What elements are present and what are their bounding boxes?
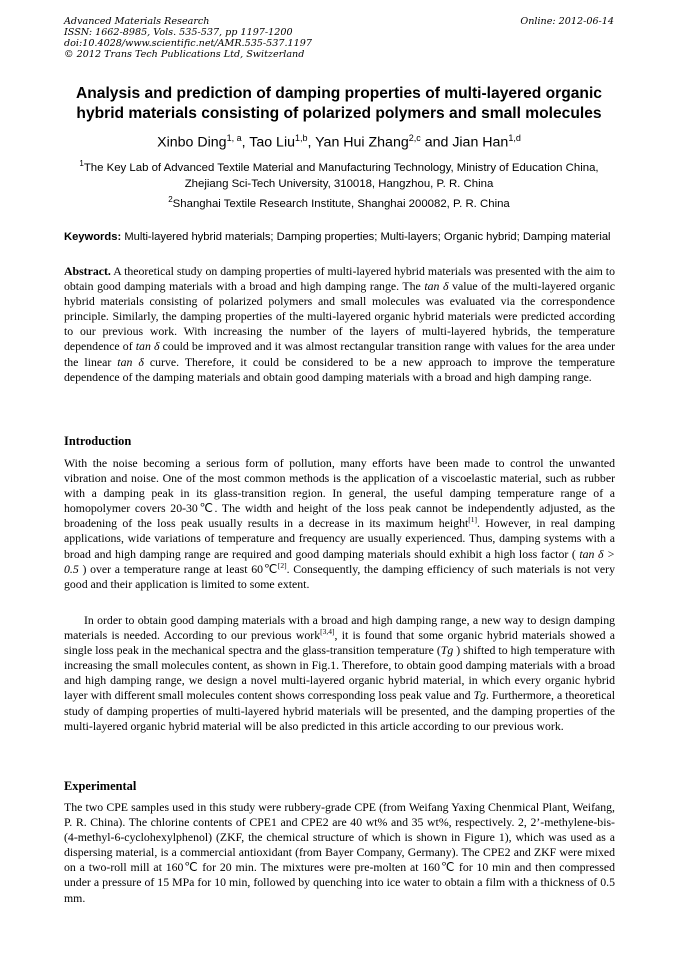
journal-name: Advanced Materials Research bbox=[64, 16, 210, 27]
math-tan-delta: tan δ bbox=[117, 354, 144, 369]
author-name: Yan Hui Zhang bbox=[315, 134, 409, 151]
abstract-label: Abstract. bbox=[64, 264, 111, 278]
paragraph-text: . Consequently, the damping efficiency of such materials is not very good and their application is limited to some extent. bbox=[64, 561, 615, 591]
affiliation-1 bbox=[60, 156, 618, 192]
paragraph-text: . Furthermore, a theoretical study of damping properties of multi-layered hybrid materials will be presented, and the damping properties of the multi-layered organic hybrid material will be also predicted in this article according to our previous work. bbox=[64, 688, 616, 733]
affiliation-text: The Key Lab of Advanced Textile Material and Manufacturing Technology, Ministry of Education China, Zhejiang Sci-Tech University, 310018, Hangzhou, P. R. China bbox=[83, 161, 599, 190]
author-affil-mark: 1,b bbox=[294, 133, 308, 143]
affiliation-text: Shanghai Textile Research Institute, Shanghai 200082, P. R. China bbox=[172, 197, 510, 210]
math-tan-delta: tan δ bbox=[424, 279, 449, 294]
abstract-text: could be improved and it was almost rectangular transition range with values for the area under the linear bbox=[64, 339, 616, 369]
author-affil-mark: 1, a bbox=[226, 133, 242, 143]
paragraph-text: ) shifted to high temperature with increasing the small molecules content, as shown in Fig.1. Therefore, to obtain good damping materials with a broad and high damping range, we design a novel multi-layered organic hybrid material, in which every organic hybrid layer with different small molecules content shows corresponding loss peak value and bbox=[64, 643, 616, 703]
citation-ref[interactable]: [2] bbox=[277, 560, 287, 570]
affiliation-2 bbox=[60, 192, 618, 212]
introduction-paragraph-2 bbox=[64, 613, 615, 734]
author-separator: , bbox=[241, 134, 250, 151]
author-name: Jian Han bbox=[452, 134, 509, 151]
abstract bbox=[64, 264, 615, 385]
paragraph-text: . However, in real damping applications, wide variations of temperature and frequency are usually experienced. Thus, damping systems with a broad and high damping range are required and good damping materials should exhibit a high loss factor ( bbox=[64, 516, 615, 561]
author-affil-mark: 2,c bbox=[408, 133, 421, 143]
math-tg: Tg bbox=[473, 688, 487, 703]
journal-header bbox=[64, 16, 484, 60]
paragraph-text: , it is found that some organic hybrid materials showed a single loss peak in the mechanical spectra and the glass-transition temperature ( bbox=[64, 628, 616, 658]
author-separator: and bbox=[420, 134, 453, 151]
affiliation-mark: 1 bbox=[79, 159, 84, 168]
section-heading-experimental: Experimental bbox=[64, 779, 137, 793]
keywords-text: Multi-layered hybrid materials; Damping properties; Multi-layers; Organic hybrid; Damping material bbox=[124, 231, 611, 243]
math-tg: Tg bbox=[440, 643, 454, 658]
author-list bbox=[60, 128, 618, 153]
keywords-label: Keywords: bbox=[64, 231, 122, 243]
author-separator: , bbox=[307, 134, 316, 151]
online-date: Online: 2012-06-14 bbox=[520, 16, 614, 27]
citation-ref[interactable]: [3,4] bbox=[320, 627, 335, 637]
author-name: Tao Liu bbox=[249, 134, 295, 151]
section-heading-introduction: Introduction bbox=[64, 434, 132, 448]
abstract-text: curve. Therefore, it could be considered to be a new approach to improve the temperature dependence of the damping materials and obtain good damping materials with a broad and high damping range. bbox=[64, 354, 616, 384]
abstract-text: value of the multi-layered organic hybrid materials consisting of polarized polymers and small molecules was evaluated via the correspondence principle. Similarly, the damping properties of the multi-layered organic hybrid materials were predicted according to our previous work. With increasing the number of the layers of multi-layered hybrids, the temperature dependence of bbox=[64, 279, 615, 354]
affiliation-mark: 2 bbox=[168, 195, 173, 204]
abstract-text: A theoretical study on damping properties of multi-layered hybrid materials was presented with the aim to obtain good damping materials with a broad and high damping range. The bbox=[64, 264, 615, 294]
journal-doi: doi:10.4028/www.scientific.net/AMR.535-537.1197 bbox=[64, 38, 312, 49]
paragraph-text: ) over a temperature range at least 60℃ bbox=[82, 561, 278, 576]
author-affil-mark: 1,d bbox=[508, 133, 521, 143]
paragraph-text: In order to obtain good damping materials with a broad and high damping range, a new way to design damping materials is needed. According to our previous work bbox=[64, 613, 615, 643]
paper-title: Analysis and prediction of damping properties of multi-layered organic hybrid materials consisting of polarized polymers and small molecules bbox=[76, 85, 602, 122]
math-tan-delta: tan δ bbox=[135, 339, 160, 354]
journal-issn: ISSN: 1662-8985, Vols. 535-537, pp 1197-1200 bbox=[64, 27, 293, 38]
author-name: Xinbo Ding bbox=[157, 134, 227, 151]
paragraph-text: With the noise becoming a serious form of pollution, many efforts have been made to control the unwanted vibration and noise. One of the most common methods is the application of a viscoelastic material, such as rubber with a damping peak in its glass-transition region. In general, the useful damping temperature range of a homopolymer covers 20-30℃. The width and height of the loss peak cannot be independently adjusted, as the broadening of the loss peak usually results in a decrease in its maximum height bbox=[64, 456, 615, 531]
keywords bbox=[64, 230, 615, 245]
math-loss-factor: tan δ > 0.5 bbox=[64, 546, 615, 576]
citation-ref[interactable]: [1] bbox=[468, 515, 478, 525]
experimental-paragraph-1: The two CPE samples used in this study were rubbery-grade CPE (from Weifang Yaxing Chenmical Plant, Weifang, P. R. China). The chlorine contents of CPE1 and CPE2 are 40 wt% and 35 wt%, respectively. 2, 2’-methylene-bis-(4-methyl-6-cyclohexylphenol) (ZKF, the chemical structure of which is shown in Figure 1), which was used as a dispersing material, is a commercial antioxidant (from Bayer Company, Germany). The CPE2 and ZKF were mixed on a two-roll mill at 160℃ for 20 min. The mixtures were pre-molten at 160℃ for 10 min and then compressed under a pressure of 15 MPa for 10 min, followed by quenching into ice water to obtain a film with a thickness of 0.5 mm. bbox=[64, 800, 615, 905]
journal-copyright: © 2012 Trans Tech Publications Ltd, Switzerland bbox=[64, 49, 305, 60]
introduction-paragraph-1 bbox=[64, 456, 615, 592]
